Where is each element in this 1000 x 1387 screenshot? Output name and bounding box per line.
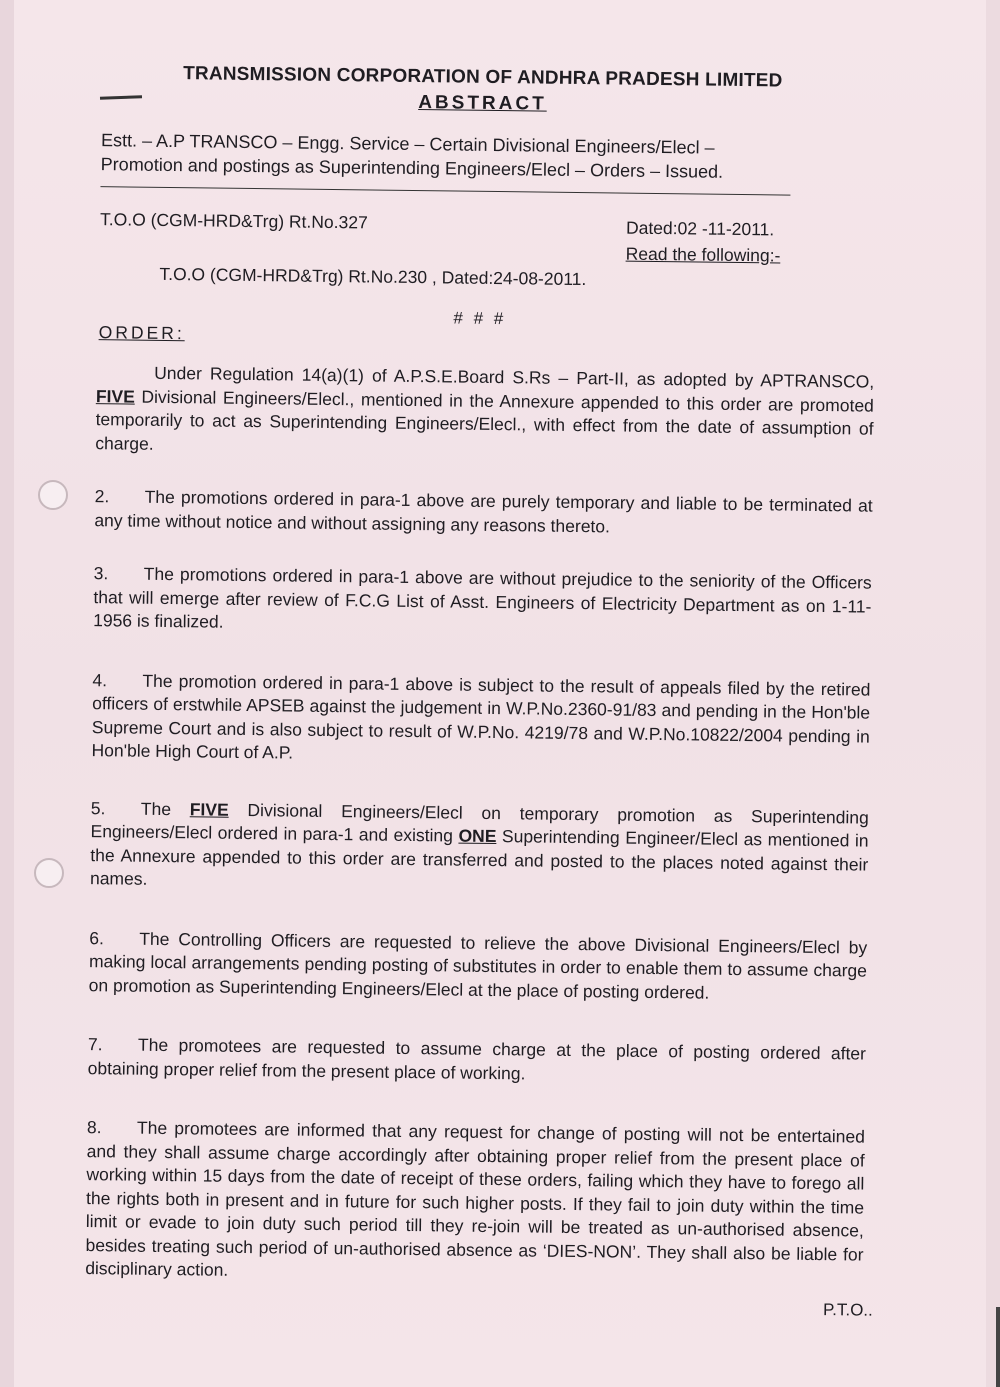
separator: # # # <box>453 308 507 329</box>
subject-line: Estt. – A.P TRANSCO – Engg. Service – Certain Divisional Engineers/Elecl – Promotion and postings as Superintending Engineers/Elecl – Orders – Issued. <box>100 128 791 195</box>
paragraph-8: 8. The promotees are informed that any request for change of posting will not be entertained and they shall assume charge accordingly after obtaining proper relief from the present place of working within 15 days from the date of receipt of these orders, failing which they have to forego all the rights both in present and in future for such higher posts. If they fail to join duty within the time limit or evade to join duty such period till they re-join will be treated as un-authorised absence, besides treating such period of un-authorised absence as ‘DIES-NON’. They shall also be liable for disciplinary action. <box>85 1117 866 1280</box>
paragraph-5: 5. The FIVE Divisional Engineers/Elecl on temporary promotion as Superintending Engineers/Elecl ordered in para-1 and existing ONE Superintending Engineer/Elecl as mentioned in the Annexure appended to this order are transferred and posted to the places noted against their names. <box>89 797 869 889</box>
scan-edge-right <box>986 0 1000 1387</box>
order-date: Dated:02 -11-2011. <box>625 217 775 240</box>
order-heading: ORDER: <box>98 322 185 344</box>
paragraph-1: Under Regulation 14(a)(1) of A.P.S.E.Board S.Rs – Part-II, as adopted by APTRANSCO, FIVE Divisional Engineers/Elecl., mentioned in the Annexure appended to this order are promoted temporarily to act as Superintending Engineers/Elecl., with effect from the date of assumption of charge. <box>95 362 875 454</box>
document-body <box>73 62 878 1320</box>
paragraph-2: 2. The promotions ordered in para-1 above are purely temporary and liable to be terminated at any time without notice and without assigning any reasons thereto. <box>94 486 873 536</box>
abstract-heading: ABSTRACT <box>418 92 547 115</box>
paragraph-6: 6. The Controlling Officers are requested to relieve the above Divisional Engineers/Elecl by making local arrangements pending posting of substitutes in order to enable them to assume charge on promotion as Superintending Engineers/Elecl at the place of posting ordered. <box>88 927 868 1003</box>
paragraph-3: 3. The promotions ordered in para-1 above are without prejudice to the seniority of the Officers that will emerge after review of F.C.G List of Asst. Engineers of Electricity Department as on 1-11-1956 is finalized. <box>93 563 872 632</box>
punch-hole <box>34 858 64 888</box>
punch-hole <box>38 480 68 510</box>
order-number: T.O.O (CGM-HRD&Trg) Rt.No.327 <box>99 209 368 233</box>
reference-item: T.O.O (CGM-HRD&Trg) Rt.No.230 , Dated:24-08-2011. <box>159 263 587 290</box>
scan-edge-left <box>0 0 14 1387</box>
read-following: Read the following:- <box>625 243 781 266</box>
paragraph-7: 7. The promotees are requested to assume charge at the place of posting ordered after obtaining proper relief from the present place of working. <box>87 1034 867 1083</box>
paragraph-4: 4. The promotion ordered in para-1 above is subject to the result of appeals filed by the retired officers of erstwhile APSEB against the judgement in W.P.No.2360-91/83 and pending in the Hon'ble Supreme Court and is also subject to result of W.P.No. 4219/78 and W.P.No.10822/2004 pending in Hon'ble High Court of A.P. <box>91 669 871 763</box>
reference-row <box>86 209 877 269</box>
org-title: TRANSMISSION CORPORATION OF ANDHRA PRADESH LIMITED <box>183 63 783 92</box>
pto-note: P.T.O.. <box>822 1299 873 1320</box>
